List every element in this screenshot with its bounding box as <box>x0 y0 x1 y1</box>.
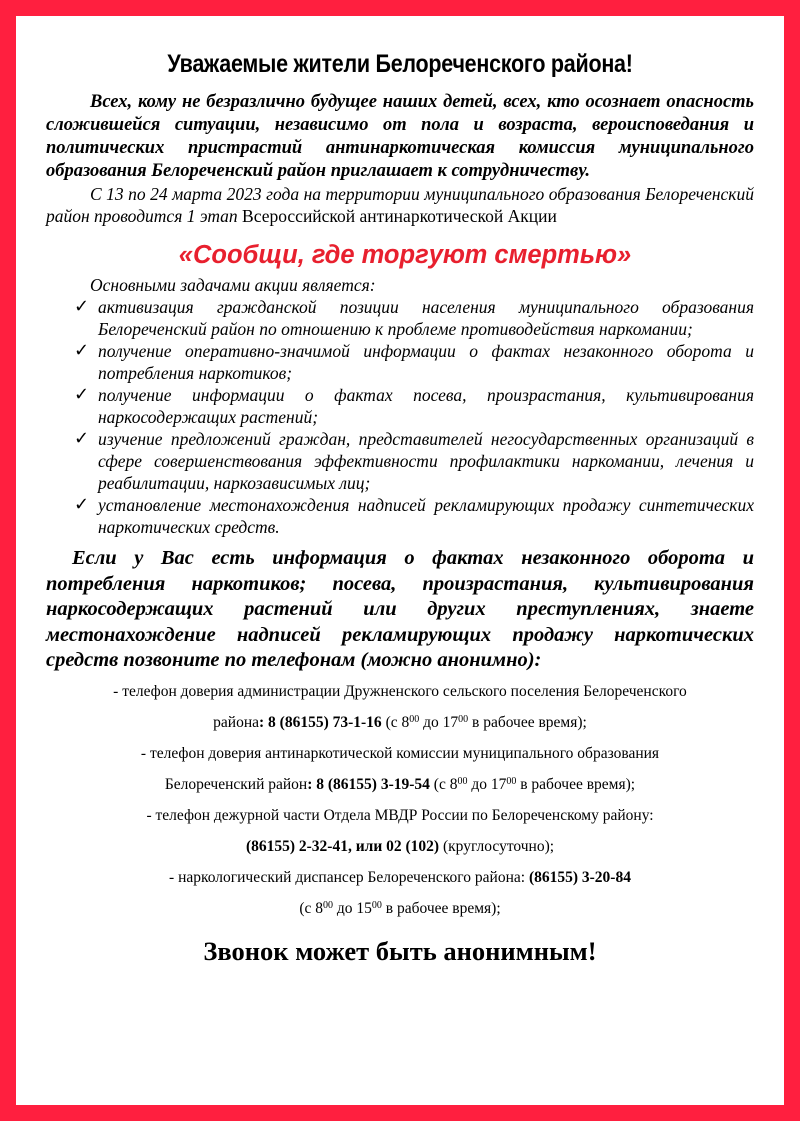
contact-1-hours-sup: 00 <box>458 713 469 725</box>
action-name-text: Всероссийской антинаркотической Акции <box>242 206 557 226</box>
contact-4-hours: в рабочее время); <box>381 899 501 917</box>
contact-2-hours-sup: 00 <box>506 775 517 787</box>
contact-4-org: - наркологический диспансер Белореченского района: <box>169 868 529 886</box>
task-item <box>46 494 754 538</box>
page-title: Уважаемые жители Белореченского района! <box>167 50 633 78</box>
action-slogan: «Сообщи, где торгуют смертью» <box>178 241 632 269</box>
contact-4-line-1 <box>46 862 754 893</box>
contact-4-phone: (86155) 3-20-84 <box>528 868 631 886</box>
task-text: установление местонахождения надписей рекламирующих продажу синтетических наркотических средств. <box>98 495 754 537</box>
contact-3-line-2 <box>46 831 754 862</box>
contact-1-hours: в рабочее время); <box>468 713 587 731</box>
contact-1-hours: (с 8 <box>381 713 410 731</box>
contact-4-line-2 <box>46 893 754 924</box>
contact-1-line-1: - телефон доверия администрации Дружненского сельского поселения Белореченского <box>113 682 687 700</box>
contact-1-phone: : 8 (86155) 73-1-16 <box>259 713 382 731</box>
contact-2-phone: : 8 (86155) 3-19-54 <box>307 775 430 793</box>
contact-1-hours-sup: 00 <box>409 713 420 725</box>
closing-statement: Звонок может быть анонимным! <box>203 935 597 966</box>
intro-paragraph: Всех, кому не безразлично будущее наших детей, всех, кто осознает опасность сложившейся ситуации, независимо от пола и возраста, вероисповедания и политических пристрастий антинаркотическая комиссия муниципального образования Белореченский район приглашает к сотрудничеству. <box>46 92 754 181</box>
checkmark-icon: ✓ <box>74 428 90 449</box>
checkmark-icon: ✓ <box>74 494 90 515</box>
task-text: активизация гражданской позиции населения муниципального образования Белореченский район по отношению к проблеме противодействия наркомании; <box>98 297 754 339</box>
checkmark-icon: ✓ <box>74 340 90 361</box>
task-item <box>46 296 754 340</box>
contact-2-hours: (с 8 <box>429 775 458 793</box>
task-text: получение оперативно-значимой информации о фактах незаконного оборота и потребления наркотиков; <box>98 341 754 383</box>
action-paragraph <box>46 183 754 227</box>
action-dates-text: С 13 по 24 марта 2023 года на территории муниципального образования Белореченский район проводится 1 этап <box>46 184 754 226</box>
contact-4-hours-sup: 00 <box>323 899 334 911</box>
tasks-list <box>46 296 754 538</box>
contact-4-hours: (с 8 <box>299 899 324 917</box>
contact-4-hours: до 15 <box>333 899 372 917</box>
contact-4-hours-sup: 00 <box>371 899 382 911</box>
contact-2-hours: в рабочее время); <box>516 775 636 793</box>
notice-page <box>46 40 754 967</box>
contact-3-line-1: - телефон дежурной части Отдела МВДР России по Белореченскому району: <box>146 806 654 824</box>
task-item <box>46 384 754 428</box>
contact-3-hours: (круглосуточно); <box>439 837 555 855</box>
checkmark-icon: ✓ <box>74 384 90 405</box>
contact-1-line-2 <box>46 707 754 738</box>
tasks-heading: Основными задачами акции является: <box>90 275 376 295</box>
contact-list <box>46 676 754 924</box>
contact-3-phone: (86155) 2-32-41, или 02 (102) <box>245 837 440 855</box>
contact-2-line-1: - телефон доверия антинаркотической комиссии муниципального образования <box>140 744 660 762</box>
task-item <box>46 428 754 494</box>
contact-2-line-2 <box>46 769 754 800</box>
contact-2-hours-sup: 00 <box>457 775 468 787</box>
task-text: изучение предложений граждан, представителей негосударственных организаций в сфере совершенствования эффективности профилактики наркомании, лечения и реабилитации, наркозависимых лиц; <box>98 429 754 493</box>
task-text: получение информации о фактах посева, произрастания, культивирования наркосодержащих растений; <box>98 385 754 427</box>
task-item <box>46 340 754 384</box>
contact-2-hours: до 17 <box>467 775 507 793</box>
call-to-action: Если у Вас есть информация о фактах незаконного оборота и потребления наркотиков; посева, произрастания, культивирования наркосодержащих растений или других преступлениях, знаете местонахождение надписей рекламирующих продажу наркотических средств позвоните по телефонам (можно анонимно): <box>46 547 754 671</box>
checkmark-icon: ✓ <box>74 296 90 317</box>
contact-1-org: района <box>213 713 259 731</box>
contact-1-hours: до 17 <box>419 713 459 731</box>
contact-2-org: Белореченский район <box>164 775 308 793</box>
